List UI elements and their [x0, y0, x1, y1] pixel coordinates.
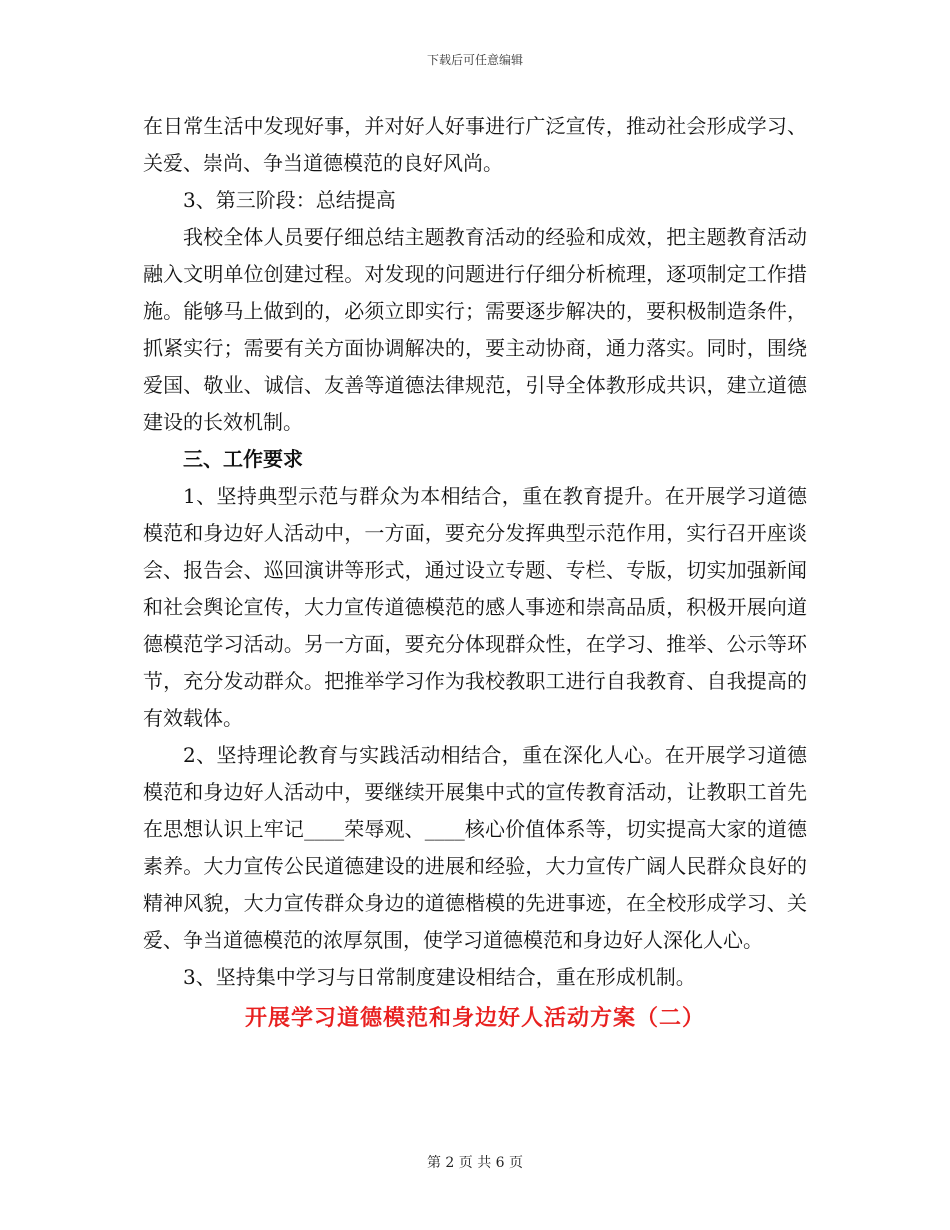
- paragraph-requirement-2: 2、坚持理论教育与实践活动相结合，重在深化人心。在开展学习道德模范和身边好人活动中，要继续开展集中式的宣传教育活动，让教职工首先在思想认识上牢记____荣辱观、____核心价值体系等，切实提高大家的道德素养。大力宣传公民道德建设的进展和经验，大力宣传广阔人民群众良好的精神风貌，大力宣传群众身边的道德楷模的先进事迹，在全校形成学习、关爱、争当道德模范的浓厚氛围，使学习道德模范和身边好人深化人心。: [143, 743, 807, 952]
- document-body: [143, 108, 807, 1038]
- page-header: 下载后可任意编辑: [426, 53, 523, 67]
- section-heading-work-requirements: 三、工作要求: [183, 447, 303, 471]
- paragraph-requirement-1: 1、坚持典型示范与群众为本相结合，重在教育提升。在开展学习道德模范和身边好人活动中，一方面，要充分发挥典型示范作用，实行召开座谈会、报告会、巡回演讲等形式，通过设立专题、专栏、专版，切实加强新闻和社会舆论宣传，大力宣传道德模范的感人事迹和崇高品质，积极开展向道德模范学习活动。另一方面，要充分体现群众性，在学习、推举、公示等环节，充分发动群众。把推举学习作为我校教职工进行自我教育、自我提高的有效载体。: [143, 484, 807, 730]
- next-document-title: 开展学习道德模范和身边好人活动方案（二）: [244, 1005, 705, 1031]
- paragraph-summary: 我校全体人员要仔细总结主题教育活动的经验和成效，把主题教育活动融入文明单位创建过程。对发现的问题进行仔细分析梳理，逐项制定工作措施。能够马上做到的，必须立即实行；需要逐步解决的，要积极制造条件，抓紧实行；需要有关方面协调解决的，要主动协商，通力落实。同时，围绕爱国、敬业、诚信、友善等道德法律规范，引导全体教形成共识，建立道德建设的长效机制。: [143, 225, 807, 434]
- paragraph-requirement-3: 3、坚持集中学习与日常制度建设相结合，重在形成机制。: [183, 965, 696, 989]
- paragraph-continuation: 在日常生活中发现好事，并对好人好事进行广泛宣传，推动社会形成学习、关爱、崇尚、争当道德模范的良好风尚。: [143, 114, 807, 175]
- stage-three-heading: 3、第三阶段：总结提高: [183, 188, 396, 212]
- page-number-footer: 第 2 页 共 6 页: [426, 1155, 524, 1171]
